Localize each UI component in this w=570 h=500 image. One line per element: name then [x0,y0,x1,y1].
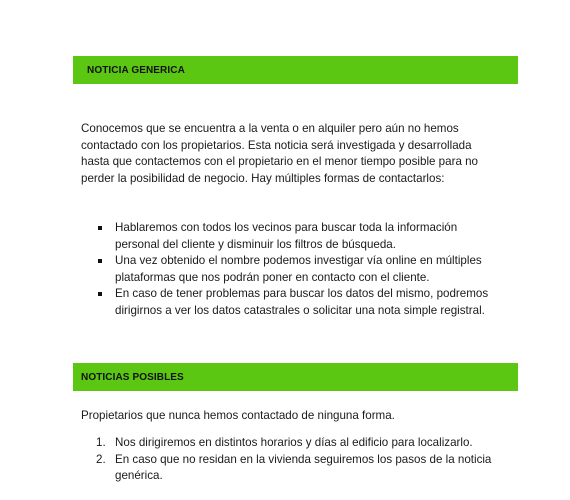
list-item [96,435,496,452]
list-item [96,253,496,286]
section-title: NOTICIAS POSIBLES [81,371,184,383]
generic-intro-paragraph: Conocemos que se encuentra a la venta o en alquiler pero aún no hemos contactado con los propietarios. Esta noticia será investigada y desarrollada hasta que contactemos con el propietario en el menor tiempo posible para no perder la posibilidad de negocio. Hay múltiples formas de contactarlos: [81,122,479,185]
list-item [96,286,496,319]
list-item-number: 1. [96,436,106,449]
list-item [96,452,496,485]
generic-bullet-list [96,220,496,319]
section-header-noticia-generica [73,56,518,84]
possible-intro-paragraph: Propietarios que nunca hemos contactado de ninguna forma. [81,409,395,422]
square-bullet-icon [98,292,102,296]
square-bullet-icon [98,226,102,230]
square-bullet-icon [98,259,102,263]
list-item-text: En caso de tener problemas para buscar los datos del mismo, podremos dirigirnos a ver los datos catastrales o solicitar una nota simple registral. [115,287,489,317]
list-item-text: Una vez obtenido el nombre podemos investigar vía online en múltiples plataformas que nos podrán poner en contacto con el cliente. [115,254,482,284]
section-title: NOTICIA GENERICA [87,64,185,76]
section-header-noticias-posibles [73,363,518,391]
possible-numbered-list [96,435,496,485]
list-item [96,220,496,253]
list-item-number: 2. [96,452,106,466]
list-item-text: Nos dirigiremos en distintos horarios y días al edificio para localizarlo. [115,436,473,449]
list-item-text: En caso que no residan en la vivienda seguiremos los pasos de la noticia genérica. [115,452,492,482]
list-item-text: Hablaremos con todos los vecinos para buscar toda la información personal del cliente y disminuir los filtros de búsqueda. [115,221,458,251]
